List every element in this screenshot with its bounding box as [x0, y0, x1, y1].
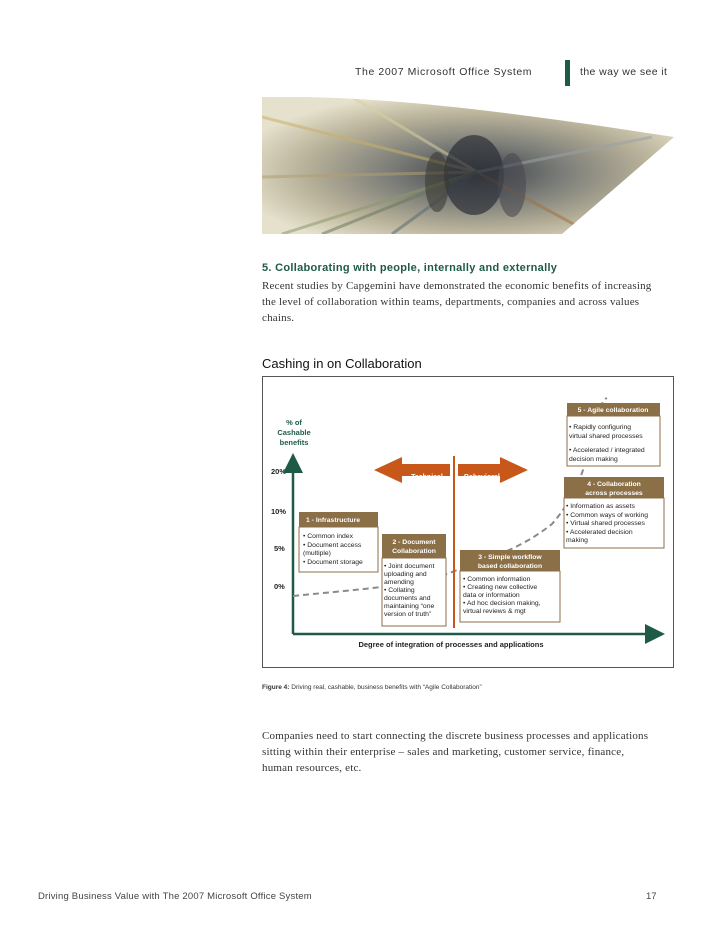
stage-item: decision making: [569, 456, 618, 463]
stage-item: • Accelerated decision: [566, 529, 633, 536]
y-axis-title-line: % of: [286, 418, 302, 427]
stage-item: • Rapidly configuring: [569, 424, 632, 431]
stage-item: • Common index: [303, 533, 353, 540]
stage-item: making: [566, 537, 588, 544]
stage-item: uploading and: [384, 571, 427, 578]
stage-4-box: [564, 477, 664, 548]
y-tick-label: 20%: [271, 467, 287, 476]
stage-item: version of truth”: [384, 611, 432, 618]
stage-item: maintaining “one: [384, 603, 435, 610]
closing-line: Companies need to start connecting the discrete business processes and applications: [262, 730, 649, 742]
closing-line: sitting within their enterprise – sales and marketing, customer service, finance,: [262, 746, 625, 758]
stage-1-box: [299, 512, 378, 572]
behavioral-issues-label: Behavioral: [464, 474, 500, 481]
stage-item: • Common information: [463, 576, 531, 583]
stage-item: data or information: [463, 592, 520, 599]
intro-line: chains.: [262, 312, 295, 324]
intro-line: Recent studies by Capgemini have demonstrated the economic benefits of increasing: [262, 280, 652, 292]
stage-title: Collaboration: [392, 548, 436, 555]
crowd-photo: [262, 97, 674, 234]
stage-title: 2 - Document: [392, 539, 436, 546]
section-heading: 5. Collaborating with people, internally and externally: [262, 262, 558, 274]
stage-title: 1 - Infrastructure: [306, 517, 361, 524]
stage-item: • Accelerated / integrated: [569, 447, 645, 454]
y-tick-label: 0%: [274, 582, 285, 591]
stage-5-box: [567, 403, 660, 466]
stage-item: • Ad hoc decision making,: [463, 600, 541, 607]
stage-title: 4 - Collaboration: [587, 481, 641, 488]
stage-item: • Joint document: [384, 563, 435, 570]
caption-label: Figure 4:: [262, 684, 290, 691]
caption-text: Driving real, cashable, business benefits with “Agile Collaboration”: [289, 684, 482, 691]
stage-item: • Document access: [303, 542, 362, 549]
technical-issues-label: Technical: [411, 474, 443, 481]
stage-item: • Common ways of working: [566, 512, 649, 519]
stage-item: virtual shared processes: [569, 433, 643, 440]
y-axis-title-line: benefits: [279, 438, 309, 447]
footer-text: Driving Business Value with The 2007 Microsoft Office System: [38, 891, 312, 902]
closing-paragraph: [262, 728, 682, 776]
header-divider: [565, 60, 570, 86]
stage-item: (multiple): [303, 550, 331, 557]
stage-title: based collaboration: [477, 563, 543, 570]
x-axis-title: Degree of integration of processes and applications: [358, 640, 544, 649]
stage-item: • Information as assets: [566, 503, 635, 510]
intro-paragraph: [262, 278, 682, 326]
figure-title: Cashing in on Collaboration: [262, 356, 422, 371]
stage-item: virtual reviews & mgt: [463, 608, 526, 615]
stage-3-box: [460, 550, 560, 622]
closing-line: human resources, etc.: [262, 762, 362, 774]
page-number: 17: [646, 891, 657, 902]
collaboration-diagram: [262, 376, 674, 668]
y-tick-label: 5%: [274, 544, 285, 553]
stage-2-box: [382, 534, 446, 626]
header-tagline: the way we see it: [580, 66, 668, 78]
stage-item: documents and: [384, 595, 431, 602]
header-title: The 2007 Microsoft Office System: [355, 66, 533, 78]
stage-title: 5 - Agile collaboration: [577, 407, 649, 414]
y-tick-label: 10%: [271, 507, 287, 516]
stage-item: • Virtual shared processes: [566, 520, 645, 527]
stage-item: • Collating: [384, 587, 415, 594]
y-axis-title-line: Cashable: [277, 428, 311, 437]
stage-item: • Creating new collective: [463, 584, 538, 591]
stage-title: across processes: [585, 490, 643, 497]
figure-caption: [262, 684, 482, 691]
stage-item: amending: [384, 579, 414, 586]
stage-item: • Document storage: [303, 559, 363, 566]
stage-title: 3 - Simple workflow: [478, 554, 542, 561]
behavioral-issues-label: issues: [464, 484, 486, 491]
intro-line: the level of collaboration within teams, departments, companies and across values: [262, 296, 640, 308]
technical-issues-label: issues: [417, 484, 439, 491]
